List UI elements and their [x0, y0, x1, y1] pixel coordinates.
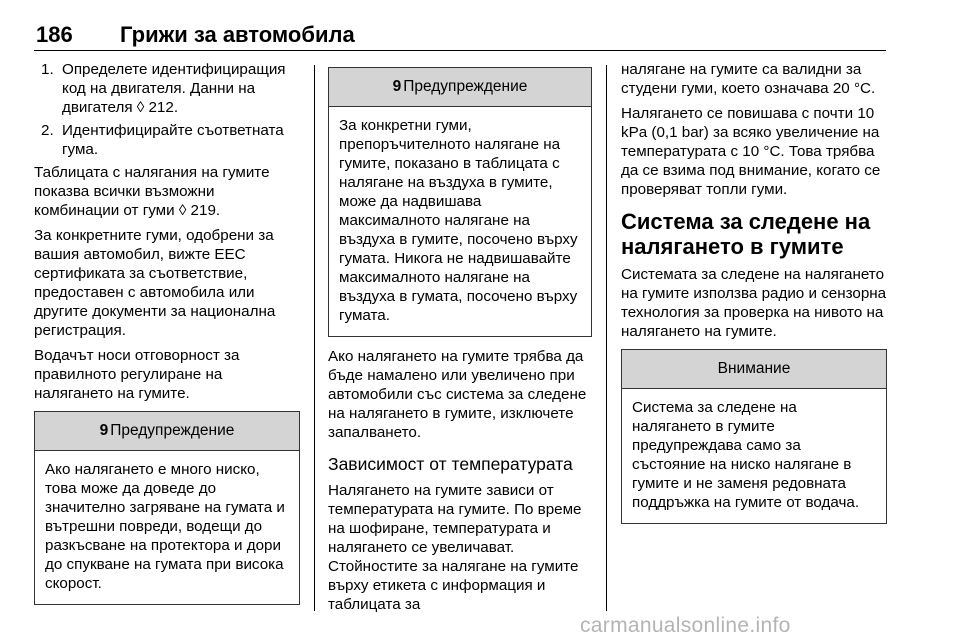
- paragraph-temperature: Налягането на гумите зависи от температурата на гумите. По време на шофиране, температурата и налягането се увеличават. Стойностите за налягане на гумите върху етикета с информация и таблицата за: [328, 482, 582, 613]
- list-item-text: Определете идентифициращия код на двигателя. Данни на двигателя ◊ 212.: [62, 61, 286, 116]
- list-item: [34, 60, 300, 117]
- paragraph-tpms: Системата за следене на налягането на гумите използва радио и сензорна технология за проверка на нивото на налягането на гумите.: [621, 266, 887, 340]
- warning-title: Предупреждение: [403, 78, 528, 95]
- page-header: [34, 0, 886, 51]
- warning-title: Предупреждение: [110, 422, 235, 439]
- warning-box-low-pressure: [34, 411, 300, 605]
- warning-icon: 9: [392, 78, 402, 95]
- list-item-number: 2.: [41, 122, 54, 139]
- page-title: Грижи за автомобила: [120, 22, 355, 47]
- paragraph-table-info: Таблицата с налягания на гумите показва всички възможни комбинации от гуми ◊ 219.: [34, 164, 270, 219]
- page-number: 186: [36, 22, 73, 47]
- column-1: [34, 60, 300, 615]
- warning-body: За конкретни гуми, препоръчителното налягане на гумите, показано в таблицата с налягане на въздуха в гумите, може да надвишава максималното налягане на въздуха в гумите, посочено върху гумата. Никога не надвишавайте максималното налягане на въздуха в гумата, посочено върху гумата.: [339, 117, 578, 324]
- paragraph-driver-responsibility: Водачът носи отговорност за правилното регулиране на налягането на гумите.: [34, 347, 240, 402]
- warning-box-max-pressure: [328, 67, 592, 337]
- section-heading-temperature: Зависимост от температурата: [328, 454, 573, 474]
- warning-box-header: [35, 412, 299, 451]
- paragraph-approved-tyres: За конкретните гуми, одобрени за вашия автомобил, вижте ЕЕС сертификата за съответствие, предоставен с автомобила или другите документи за национална регистрация.: [34, 227, 276, 339]
- section-heading-tpms: Система за следене на налягането в гумите: [621, 209, 871, 259]
- paragraph-cold-tyres: налягане на гумите са валидни за студени гуми, което означава 20 °C.: [621, 61, 876, 97]
- column-2: [328, 60, 592, 620]
- steps-list: [34, 60, 300, 159]
- warning-body: Ако налягането е много ниско, това може да доведе до значително загряване на гумата и вътрешни повреди, водещи до разкъсване на протектора и дори до спукване на гумата при висока скорост.: [45, 461, 285, 592]
- paragraph-ignition-off: Ако налягането на гумите трябва да бъде намалено или увеличено при автомобили със система за следене на налягането в гумите, изключете запалването.: [328, 348, 587, 441]
- column-divider-2: [606, 65, 607, 611]
- warning-icon: 9: [99, 422, 109, 439]
- warning-box-header: [329, 68, 591, 107]
- notice-box-header: Внимание: [622, 350, 886, 389]
- paragraph-pressure-increase: Налягането се повишава с почти 10 kPa (0,1 bar) за всяко увеличение на температурата с 10 °C. Това трябва да се взима под внимание, когато се проверяват топли гуми.: [621, 105, 881, 198]
- notice-box: [621, 349, 887, 524]
- notice-body: Система за следене на налягането в гумите предупреждава само за състояние на ниско налягане в гумите и не заменя редовната поддръжка на гумите от водача.: [632, 399, 860, 511]
- column-3: [621, 60, 887, 534]
- watermark: carmanualsonline.info: [580, 614, 791, 637]
- column-divider-1: [314, 65, 315, 611]
- list-item-number: 1.: [41, 61, 54, 78]
- list-item: [34, 121, 300, 159]
- list-item-text: Идентифицирайте съответната гума.: [62, 122, 284, 158]
